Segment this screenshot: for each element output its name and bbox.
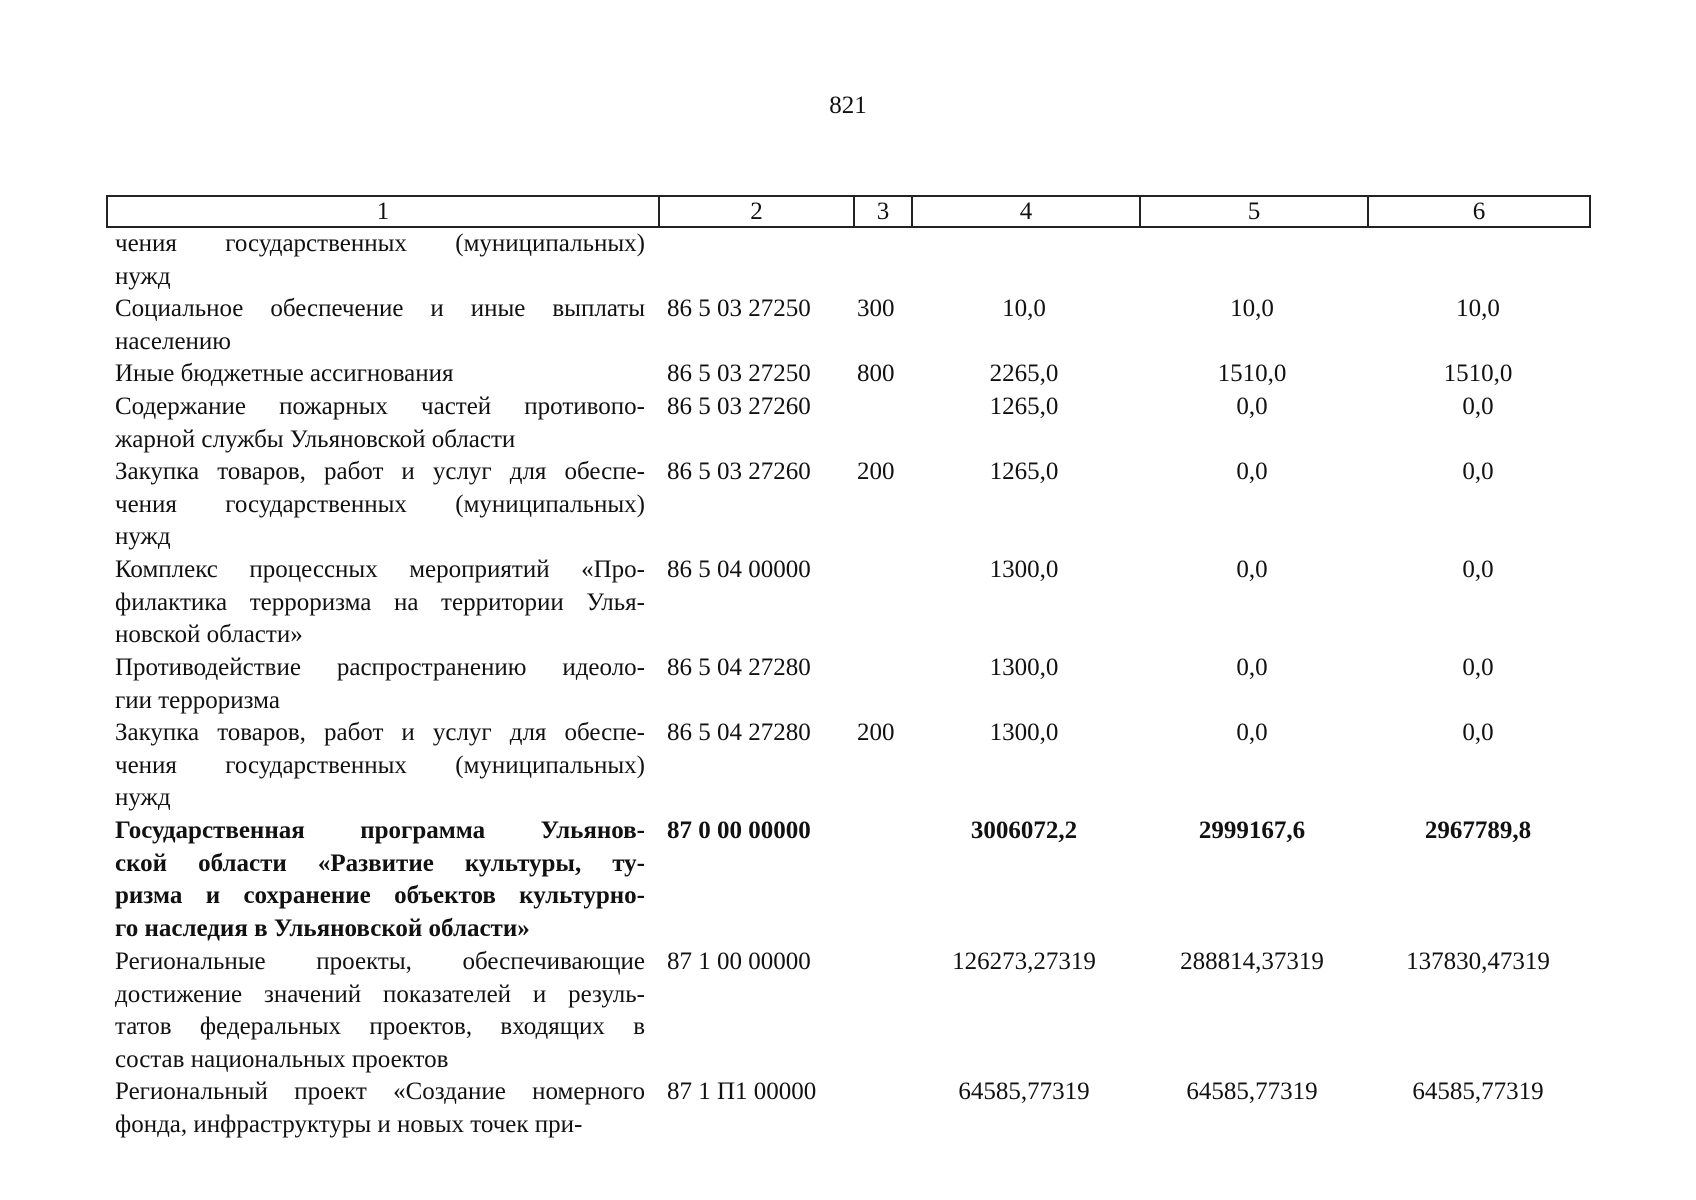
description-line: нужд: [115, 523, 171, 550]
description-line: ризма и сохранение объектов культурно-: [115, 882, 645, 909]
row-value-6: 0,0: [1462, 458, 1494, 485]
row-value-5: 0,0: [1236, 719, 1268, 746]
description-line: Региональный проект «Создание номерного: [115, 1078, 645, 1105]
row-value-5: 0,0: [1236, 654, 1268, 681]
row-description: [115, 391, 645, 456]
row-code: 87 0 00 00000: [667, 817, 811, 844]
row-value-5: 1510,0: [1217, 360, 1287, 387]
row-description: [115, 358, 645, 391]
row-type: 200: [857, 719, 895, 746]
description-line: Закупка товаров, работ и услуг для обеспе-: [115, 719, 645, 746]
row-value-6: 64585,77319: [1412, 1078, 1544, 1105]
description-line: гии терроризма: [115, 686, 280, 714]
description-line: Региональные проекты, обеспечивающие: [115, 948, 645, 975]
row-code: 86 5 04 27280: [667, 654, 811, 681]
row-description: [115, 554, 645, 652]
row-value-5: 288814,37319: [1180, 948, 1324, 975]
row-description: [115, 815, 645, 945]
description-line: населению: [115, 327, 231, 355]
description-line: ской области «Развитие культуры, ту-: [115, 849, 645, 877]
page-number: 821: [829, 92, 867, 119]
description-line: Закупка товаров, работ и услуг для обеспе-: [115, 458, 645, 485]
description-line: состав национальных проектов: [115, 1045, 449, 1073]
row-code: 86 5 03 27260: [667, 458, 811, 485]
description-line: Комплекс процессных мероприятий «Про-: [115, 556, 645, 583]
row-code: 86 5 03 27260: [667, 393, 811, 420]
row-type: 300: [857, 295, 895, 322]
row-value-4: 1300,0: [989, 654, 1059, 681]
row-description: [115, 456, 645, 554]
description-line: достижение значений показателей и резуль-: [115, 980, 645, 1008]
row-value-6: 0,0: [1462, 393, 1494, 420]
row-description: [115, 1076, 645, 1141]
row-value-4: 1265,0: [989, 458, 1059, 485]
row-value-6: 10,0: [1456, 295, 1500, 322]
description-line: Содержание пожарных частей противопо-: [115, 393, 645, 420]
row-code: 86 5 04 00000: [667, 556, 811, 583]
header-col-2: 2: [659, 196, 854, 227]
row-description: [115, 652, 645, 717]
row-type: 800: [857, 360, 895, 387]
row-value-5: 64585,77319: [1186, 1078, 1318, 1105]
row-value-6: 137830,47319: [1406, 948, 1550, 975]
row-value-5: 10,0: [1230, 295, 1274, 322]
header-col-5: 5: [1140, 196, 1368, 227]
row-code: 87 1 П1 00000: [667, 1078, 817, 1105]
row-value-4: 1265,0: [989, 393, 1059, 420]
description-line: го наследия в Ульяновской области»: [115, 914, 530, 942]
row-description: [115, 946, 645, 1076]
description-line: татов федеральных проектов, входящих в: [115, 1013, 645, 1040]
row-value-5: 2999167,6: [1198, 817, 1306, 844]
header-col-4: 4: [912, 196, 1140, 227]
row-value-6: 0,0: [1462, 654, 1494, 681]
row-value-4: 1300,0: [989, 719, 1059, 746]
description-line: нужд: [115, 784, 171, 811]
row-value-5: 0,0: [1236, 556, 1268, 583]
header-col-6: 6: [1368, 196, 1590, 227]
row-value-4: 64585,77319: [958, 1078, 1090, 1105]
description-line: фонда, инфраструктуры и новых точек при-: [115, 1110, 583, 1138]
row-value-4: 10,0: [1002, 295, 1046, 322]
description-line: чения государственных (муниципальных): [115, 230, 645, 257]
row-value-4: 3006072,2: [970, 817, 1078, 844]
description-line: нужд: [115, 262, 171, 290]
row-description: [115, 228, 645, 293]
row-code: 86 5 03 27250: [667, 295, 811, 322]
row-description: [115, 717, 645, 815]
row-value-6: 0,0: [1462, 556, 1494, 583]
description-line: филактика терроризма на территории Улья-: [115, 588, 645, 616]
description-line: Иные бюджетные ассигнования: [115, 360, 454, 387]
description-line: жарной службы Ульяновской области: [115, 425, 516, 453]
row-code: 86 5 04 27280: [667, 719, 811, 746]
description-line: чения государственных (муниципальных): [115, 751, 645, 779]
row-value-6: 0,0: [1462, 719, 1494, 746]
header-col-1: 1: [107, 196, 659, 227]
row-value-5: 0,0: [1236, 393, 1268, 420]
row-code: 87 1 00 00000: [667, 948, 811, 975]
row-value-4: 126273,27319: [952, 948, 1096, 975]
header-col-3: 3: [854, 196, 912, 227]
row-value-6: 1510,0: [1443, 360, 1513, 387]
row-value-4: 2265,0: [989, 360, 1059, 387]
row-value-6: 2967789,8: [1424, 817, 1532, 844]
description-line: Государственная программа Ульянов-: [115, 817, 645, 844]
description-line: новской области»: [115, 621, 303, 648]
row-value-4: 1300,0: [989, 556, 1059, 583]
row-value-5: 0,0: [1236, 458, 1268, 485]
description-line: Противодействие распространению идеоло-: [115, 654, 645, 681]
row-code: 86 5 03 27250: [667, 360, 811, 387]
row-description: [115, 293, 645, 358]
description-line: чения государственных (муниципальных): [115, 490, 645, 518]
description-line: Социальное обеспечение и иные выплаты: [115, 295, 645, 322]
row-type: 200: [857, 458, 895, 485]
